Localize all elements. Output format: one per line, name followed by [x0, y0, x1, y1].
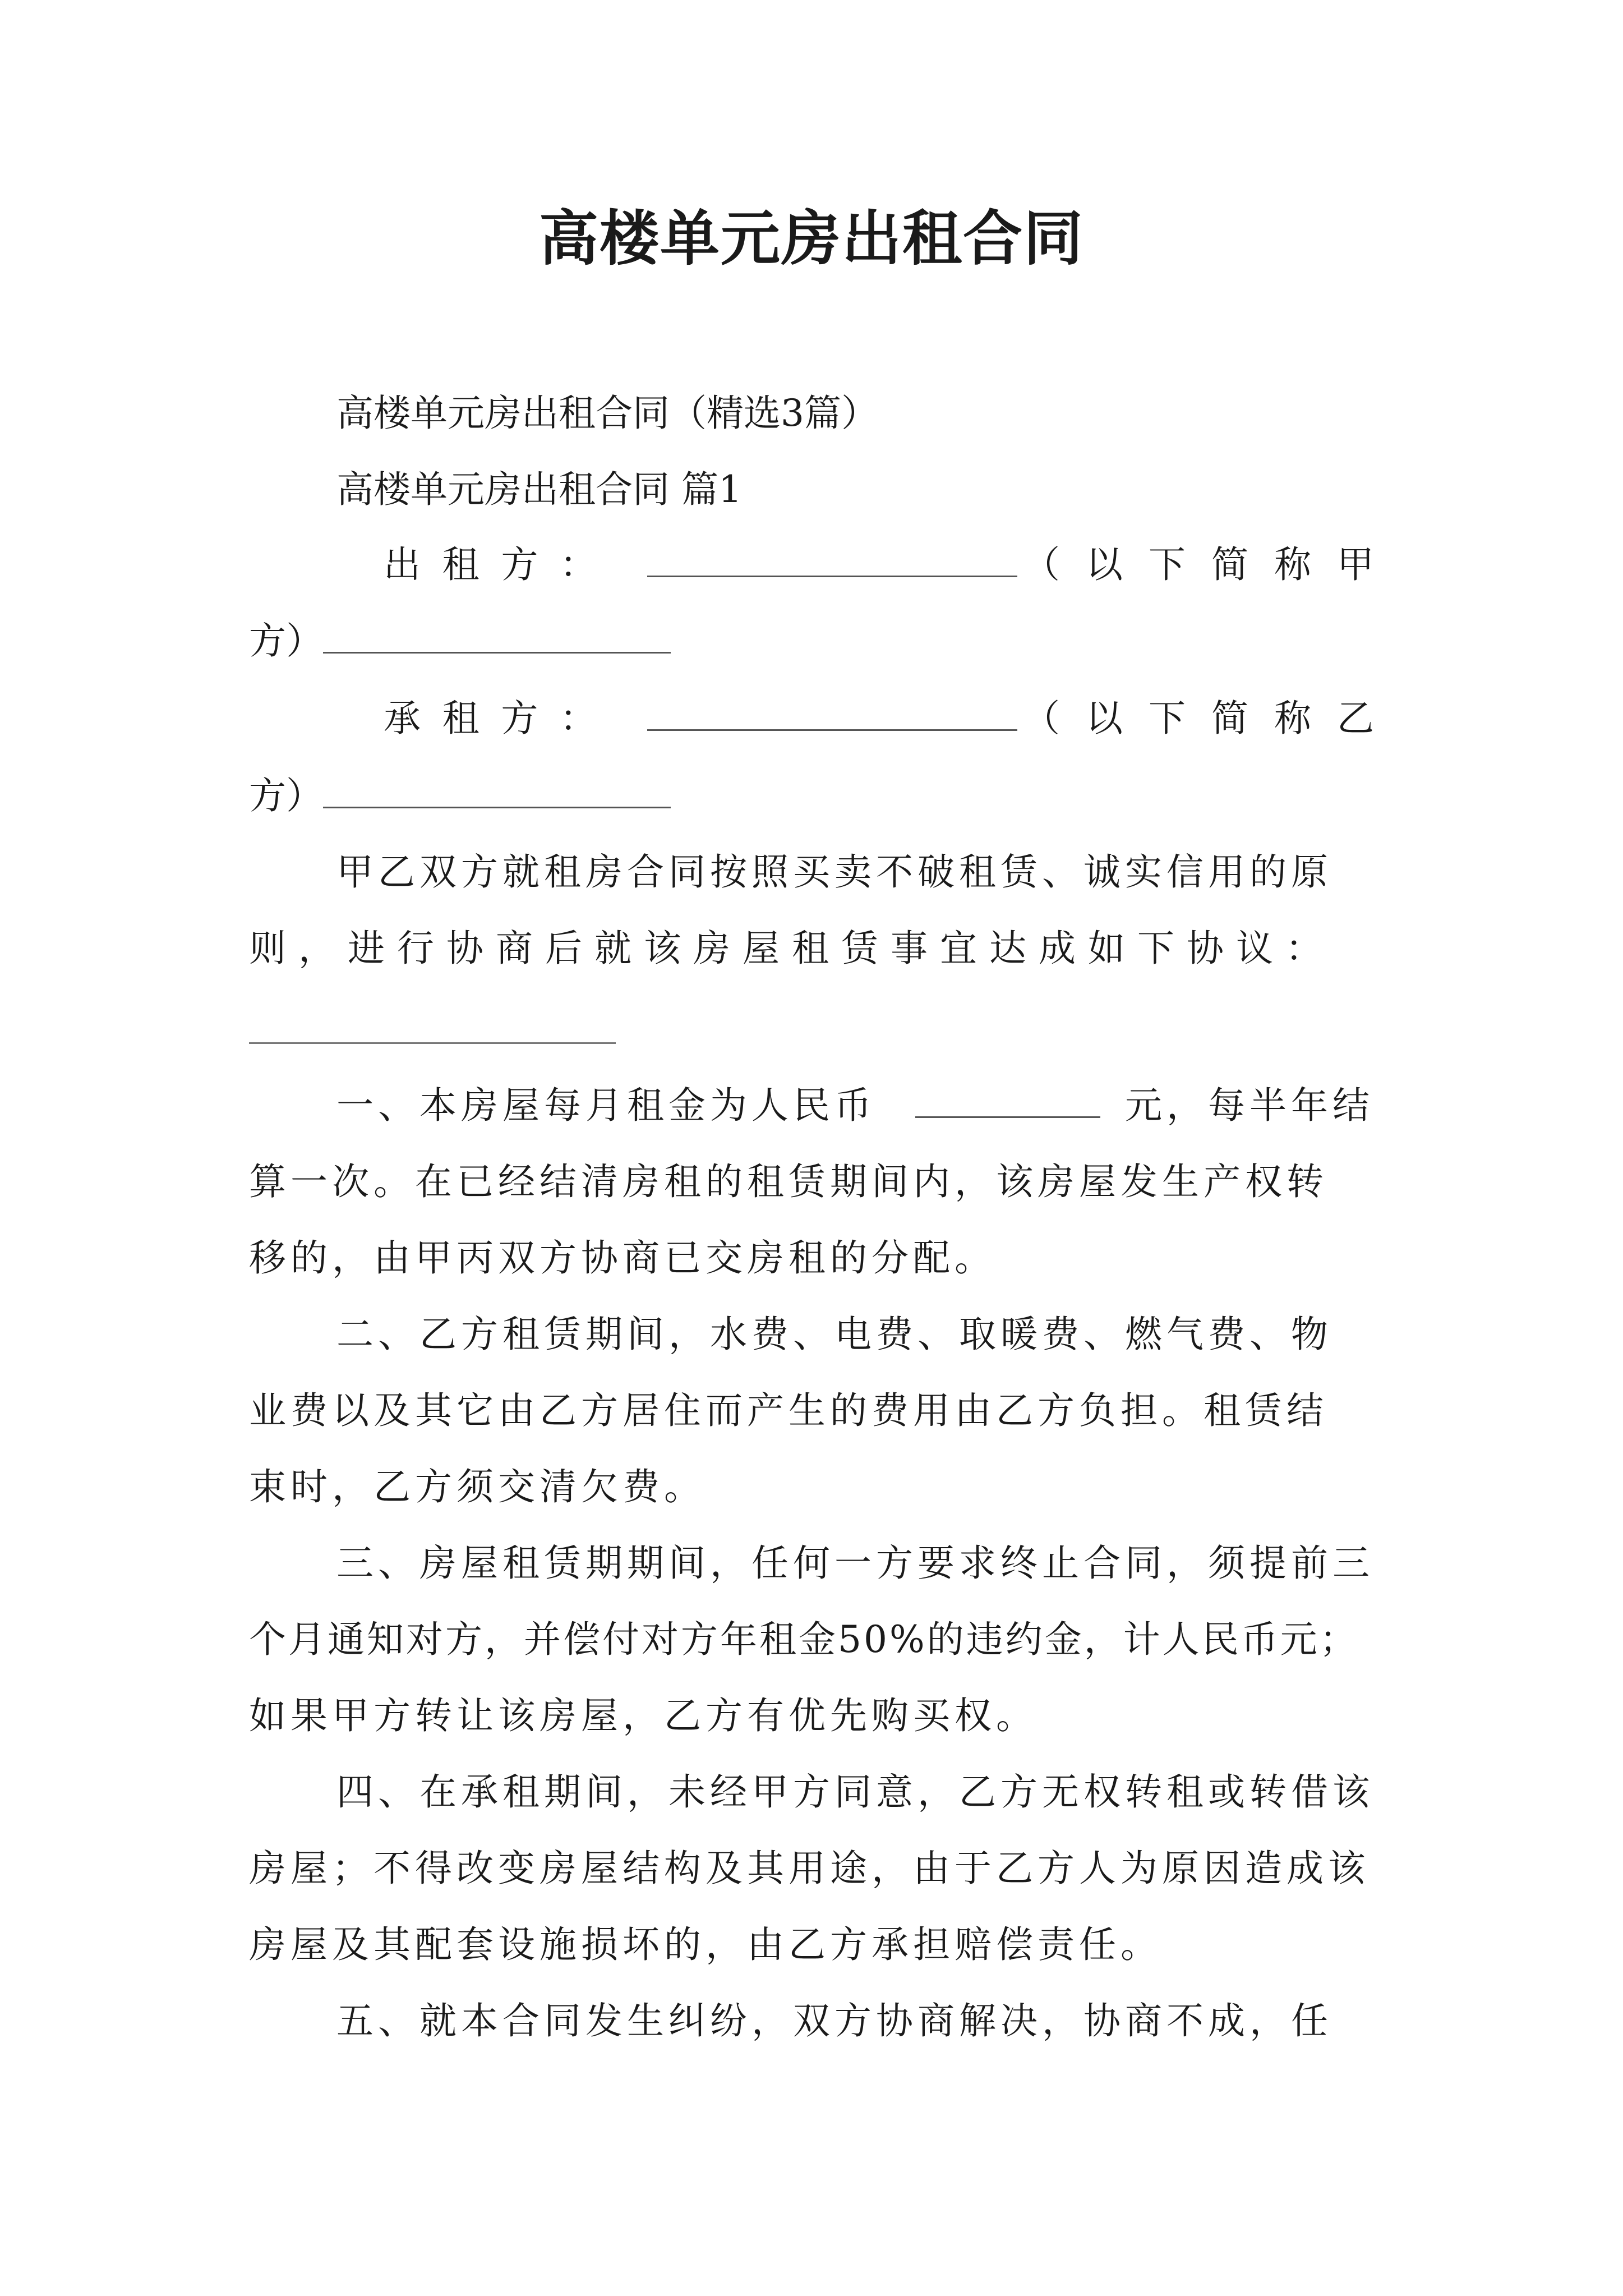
lessor-row — [384, 540, 1374, 590]
blank-line — [249, 1042, 616, 1044]
clause-3-line-3: 如果甲方转让该房屋，乙方有优先购买权。 — [249, 1694, 1038, 1737]
lessee-label: 承 租 方 ： — [384, 697, 597, 740]
lessor-row-2: 方） — [249, 616, 671, 666]
subtitle-collection: 高楼单元房出租合同（精选3篇） — [336, 392, 878, 435]
lessee-suffix: （ 以 下 简 称 乙 — [1023, 697, 1374, 740]
lessee-blank — [647, 694, 1017, 731]
intro-line-2: 则，进行协商后就该房屋租赁事宜达成如下协议： — [249, 927, 1335, 970]
lessor-name-blank — [323, 617, 671, 654]
lessor-blank — [647, 541, 1017, 577]
document-title: 高楼单元房出租合同 — [539, 203, 1084, 273]
clause-1-line-2: 算一次。在已经结清房租的租赁期间内，该房屋发生产权转 — [249, 1160, 1328, 1203]
clause-4-line-1: 四、在承租期间，未经甲方同意，乙方无权转租或转借该 — [336, 1770, 1374, 1814]
clause-3-line-2: 个月通知对方，并偿付对方年租金50%的违约金，计人民币元； — [249, 1618, 1359, 1661]
lessor-suffix: （ 以 下 简 称 甲 — [1023, 543, 1374, 586]
lessee-name-blank — [323, 772, 671, 808]
clause-3-line-1: 三、房屋租赁期期间，任何一方要求终止合同，须提前三 — [336, 1542, 1374, 1585]
clause-1-line-3: 移的，由甲丙双方协商已交房租的分配。 — [249, 1236, 996, 1280]
clause-1-line-1: 一、本房屋每月租金为人民币 元，每半年结 — [336, 1080, 1374, 1131]
subtitle-part: 高楼单元房出租合同 篇1 — [336, 468, 742, 511]
rent-amount-blank — [915, 1082, 1100, 1118]
clause-2-line-3: 束时，乙方须交清欠费。 — [249, 1465, 706, 1508]
clause-4-line-3: 房屋及其配套设施损坏的，由乙方承担赔偿责任。 — [249, 1923, 1162, 1966]
clause-2-line-2: 业费以及其它由乙方居住而产生的费用由乙方负担。租赁结 — [249, 1389, 1328, 1432]
intro-line-1: 甲乙双方就租房合同按照买卖不破租赁、诚实信用的原 — [336, 850, 1332, 894]
lessee-row — [384, 693, 1374, 744]
lessor-label: 出 租 方 ： — [384, 543, 597, 586]
clause-4-line-2: 房屋；不得改变房屋结构及其用途，由于乙方人为原因造成该 — [249, 1847, 1370, 1890]
clause-2-line-1: 二、乙方租赁期间，水费、电费、取暖费、燃气费、物 — [336, 1313, 1332, 1356]
clause-5-line-1: 五、就本合同发生纠纷，双方协商解决，协商不成，任 — [336, 1999, 1332, 2042]
lessee-row-2: 方） — [249, 771, 671, 821]
